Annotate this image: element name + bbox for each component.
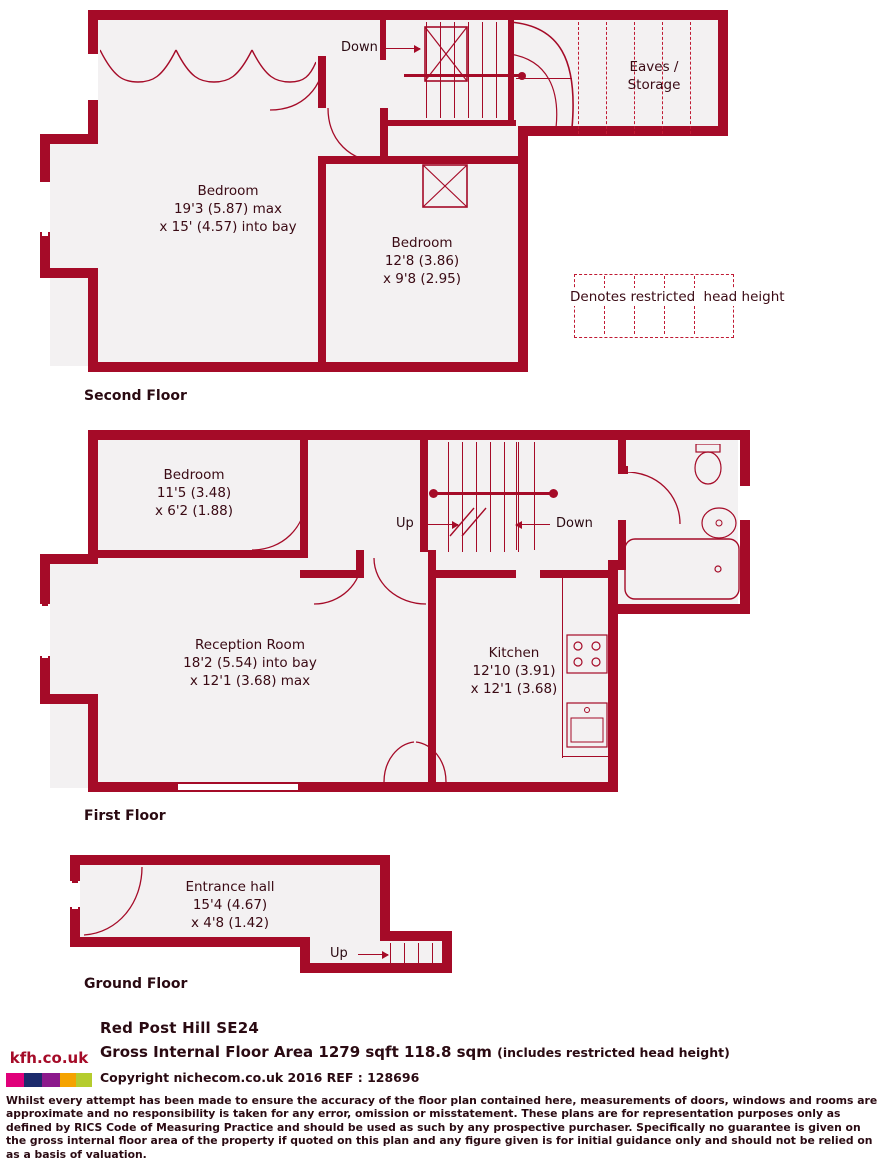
stair-tread xyxy=(496,22,497,118)
down-arrow-second xyxy=(386,48,420,49)
room-name: Bedroom xyxy=(391,235,453,251)
wall xyxy=(88,268,98,372)
door-arc xyxy=(372,558,428,606)
logo-bar xyxy=(42,1073,60,1087)
room-name: Bedroom xyxy=(197,183,259,199)
door-arc xyxy=(250,56,326,112)
toilet-icon xyxy=(690,444,726,486)
wall xyxy=(380,20,386,60)
hatch-box-icon xyxy=(424,26,468,82)
disclaimer-text: Whilst every attempt has been made to ensure the accuracy of the floor plan contained here, measurements of doors, windows and rooms are approximate and no responsibility is taken for any error, omission or misstatement. These plans are for representation purposes only as defined by RICS Code of Measuring Practice and should be used as such by any prospective purchaser. Specifically no guarantee is given on the gross internal floor area of the property if quoted on this plan and any figure given is for initial guidance only and should not be relied on as a basis of valuation. xyxy=(6,1094,878,1161)
room-dim2: x 6'2 (1.88) xyxy=(154,503,234,519)
room-dim2: x 12'1 (3.68) max xyxy=(189,673,311,689)
window xyxy=(72,881,78,911)
wall xyxy=(70,855,80,881)
legend-restricted-head-height xyxy=(570,270,785,342)
room-dim1: 11'5 (3.48) xyxy=(156,485,232,501)
eaves-storage-label xyxy=(588,58,720,94)
wall xyxy=(88,10,728,20)
stair-rail xyxy=(432,492,556,495)
room-label-bedroom-rear xyxy=(332,234,512,288)
wall xyxy=(40,554,50,604)
hatch-box-icon xyxy=(422,164,468,208)
wall xyxy=(80,937,308,947)
logo-bar xyxy=(76,1073,92,1087)
room-dim1: 12'8 (3.86) xyxy=(384,253,460,269)
logo-bar xyxy=(24,1073,42,1087)
legend-box xyxy=(574,274,734,338)
window xyxy=(42,604,48,660)
wall xyxy=(420,440,428,552)
stair-rail-dot xyxy=(429,489,438,498)
stair-tread xyxy=(418,943,419,963)
wall xyxy=(380,855,390,937)
room-label-bedroom-small xyxy=(84,466,304,520)
door-arc xyxy=(326,108,384,164)
room-name: Bedroom xyxy=(163,467,225,483)
stair-tread xyxy=(482,22,483,118)
floor-title-first: First Floor xyxy=(84,808,166,824)
wall xyxy=(540,570,618,578)
floor-title-second: Second Floor xyxy=(84,388,187,404)
wall xyxy=(88,10,98,54)
legend-line2: head height xyxy=(703,289,785,305)
wall xyxy=(88,430,750,440)
wall xyxy=(436,570,516,578)
window xyxy=(42,180,48,238)
copyright-text: Copyright nichecom.co.uk 2016 REF : 128696 xyxy=(100,1070,420,1085)
room-dim1: 18'2 (5.54) into bay xyxy=(183,655,317,671)
legend-text xyxy=(568,288,785,306)
floor-area-main: Gross Internal Floor Area 1279 sqft 118.8 sqm xyxy=(100,1043,492,1061)
bath-icon xyxy=(624,538,740,600)
room-name: Kitchen xyxy=(488,645,540,661)
wall xyxy=(88,782,618,792)
kfh-logo-text: kfh.co.uk xyxy=(6,1043,92,1073)
wall xyxy=(300,963,452,973)
double-door-arc xyxy=(380,738,452,784)
up-arrow-ground xyxy=(358,954,388,955)
floor-area-note: (includes restricted head height) xyxy=(497,1045,730,1060)
room-name: Reception Room xyxy=(195,637,305,653)
logo-bar xyxy=(6,1073,24,1087)
room-dim2: x 12'1 (3.68) xyxy=(470,681,558,697)
wall xyxy=(70,855,390,865)
landing-line xyxy=(516,442,517,550)
up-label-ground: Up xyxy=(330,946,348,961)
wall xyxy=(740,430,750,486)
first-floor-plan xyxy=(0,420,881,840)
stair-tread xyxy=(468,22,469,118)
stair-tread xyxy=(404,943,405,963)
wall xyxy=(88,362,528,372)
down-arrow-first xyxy=(516,524,550,525)
down-label-first: Down xyxy=(556,516,593,531)
room-name: Entrance hall xyxy=(185,879,275,895)
room-dim1: 15'4 (4.67) xyxy=(192,897,268,913)
up-arrow-first xyxy=(424,524,458,525)
wall xyxy=(518,126,528,372)
room-label-reception xyxy=(90,636,410,690)
wall xyxy=(88,100,98,134)
wall xyxy=(386,120,516,126)
logo-bar xyxy=(60,1073,76,1087)
room-dim2: x 15' (4.57) into bay xyxy=(159,219,297,235)
room-dim1: 19'3 (5.87) max xyxy=(173,201,283,217)
wall xyxy=(88,694,98,792)
floor-title-ground: Ground Floor xyxy=(84,976,188,992)
up-label-first: Up xyxy=(396,516,414,531)
down-label-second: Down xyxy=(341,40,378,55)
landing-line xyxy=(534,442,535,550)
room-dim2: x 9'8 (2.95) xyxy=(382,271,462,287)
stair-break-icon xyxy=(448,506,524,542)
stair-curve xyxy=(508,20,588,132)
wall xyxy=(70,907,80,947)
wall xyxy=(608,560,618,792)
eaves-dash xyxy=(578,22,579,134)
eaves-line1: Eaves / xyxy=(629,59,679,75)
window-rear xyxy=(176,784,300,790)
kfh-logo xyxy=(6,1043,92,1087)
room-label-entrance-hall xyxy=(90,878,370,932)
stair-tread xyxy=(432,943,433,963)
wall xyxy=(40,134,50,182)
stair-rail-dot xyxy=(549,489,558,498)
eaves-line2: Storage xyxy=(627,77,681,93)
basin-icon xyxy=(700,506,738,540)
sink-icon xyxy=(566,702,608,748)
door-arc xyxy=(312,558,364,606)
room-label-bedroom-front xyxy=(88,182,368,236)
second-floor-plan xyxy=(0,0,881,410)
stair-tread xyxy=(390,943,391,963)
property-address: Red Post Hill SE24 xyxy=(100,1019,260,1037)
legend-line1: Denotes restricted xyxy=(570,289,696,305)
room-label-kitchen xyxy=(424,644,604,698)
ground-floor-plan xyxy=(0,845,881,995)
door-arc xyxy=(626,472,682,528)
wall xyxy=(740,520,750,604)
room-dim1: 12'10 (3.91) xyxy=(472,663,556,679)
wall xyxy=(618,604,750,614)
floor-area xyxy=(100,1043,730,1061)
room-dim2: x 4'8 (1.42) xyxy=(190,915,270,931)
kitchen-counter-end xyxy=(562,756,608,757)
